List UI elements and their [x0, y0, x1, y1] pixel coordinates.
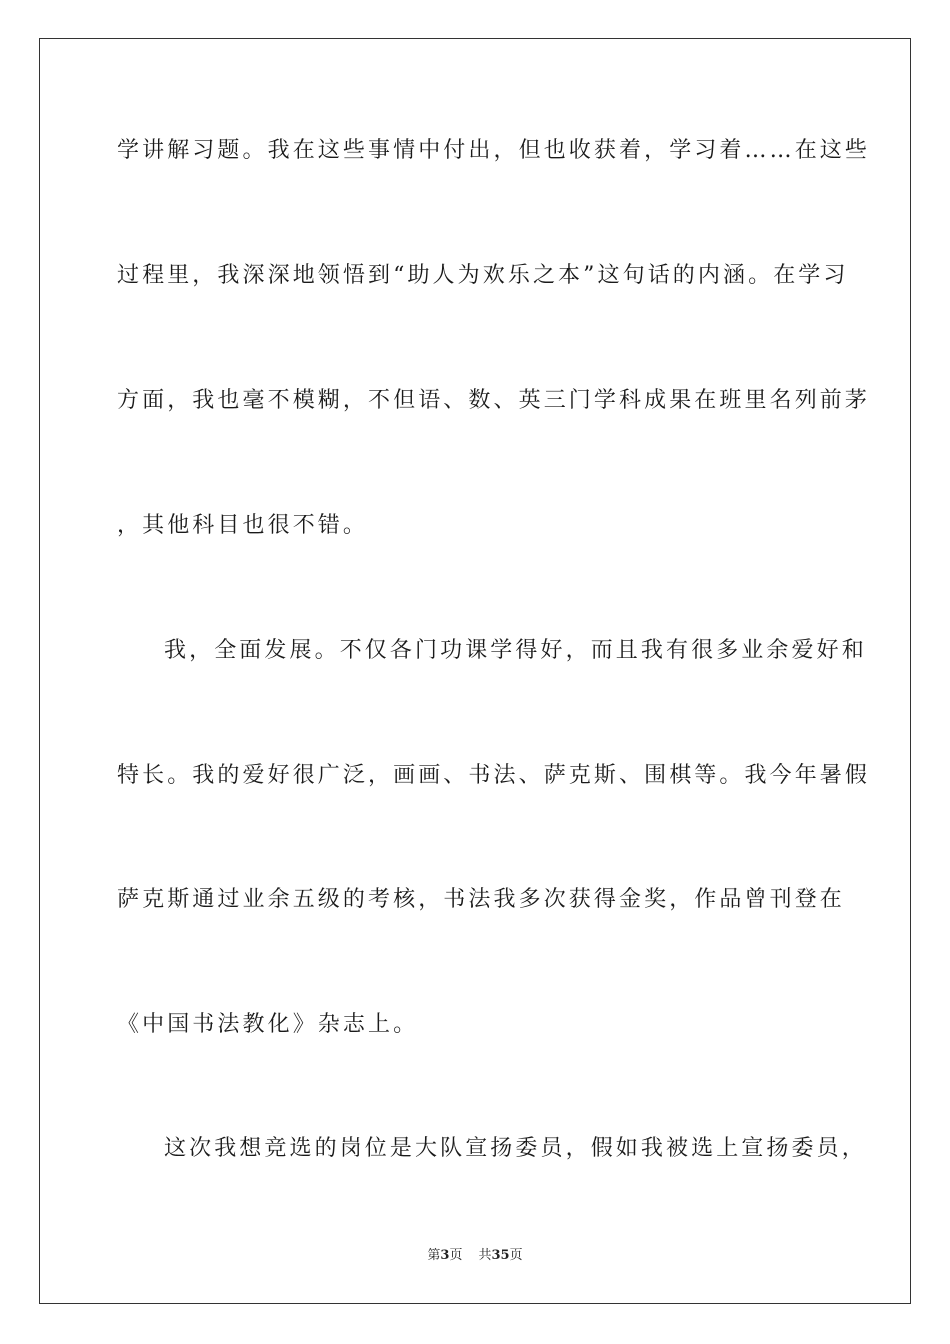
total-pages: 35 — [491, 1248, 510, 1263]
text-line-8: 《中国书法教化》杂志上。 — [117, 1012, 419, 1037]
page-border — [39, 38, 911, 1304]
page-suffix: 页 — [449, 1248, 463, 1263]
total-suffix: 页 — [509, 1248, 523, 1263]
page-footer — [0, 1247, 950, 1265]
text-line-1: 学讲解习题。我在这些事情中付出，但也收获着，学习着……在这些 — [117, 138, 871, 163]
total-prefix: 共 — [478, 1248, 492, 1263]
text-line-4: ，其他科目也很不错。 — [117, 513, 369, 538]
page-number: 3 — [440, 1248, 450, 1263]
text-line-2: 过程里，我深深地领悟到“助人为欢乐之本”这句话的内涵。在学习 — [117, 263, 849, 288]
text-line-6: 特长。我的爱好很广泛，画画、书法、萨克斯、围棋等。我今年暑假 — [117, 763, 871, 788]
text-line-9: 这次我想竞选的岗位是大队宣扬委员，假如我被选上宣扬委员， — [164, 1136, 867, 1161]
text-line-7: 萨克斯通过业余五级的考核，书法我多次获得金奖，作品曾刊登在 — [117, 887, 845, 912]
page-prefix: 第 — [427, 1248, 441, 1263]
text-line-5: 我，全面发展。不仅各门功课学得好，而且我有很多业余爱好和 — [164, 638, 867, 663]
text-line-3: 方面，我也毫不模糊，不但语、数、英三门学科成果在班里名列前茅 — [117, 388, 871, 413]
